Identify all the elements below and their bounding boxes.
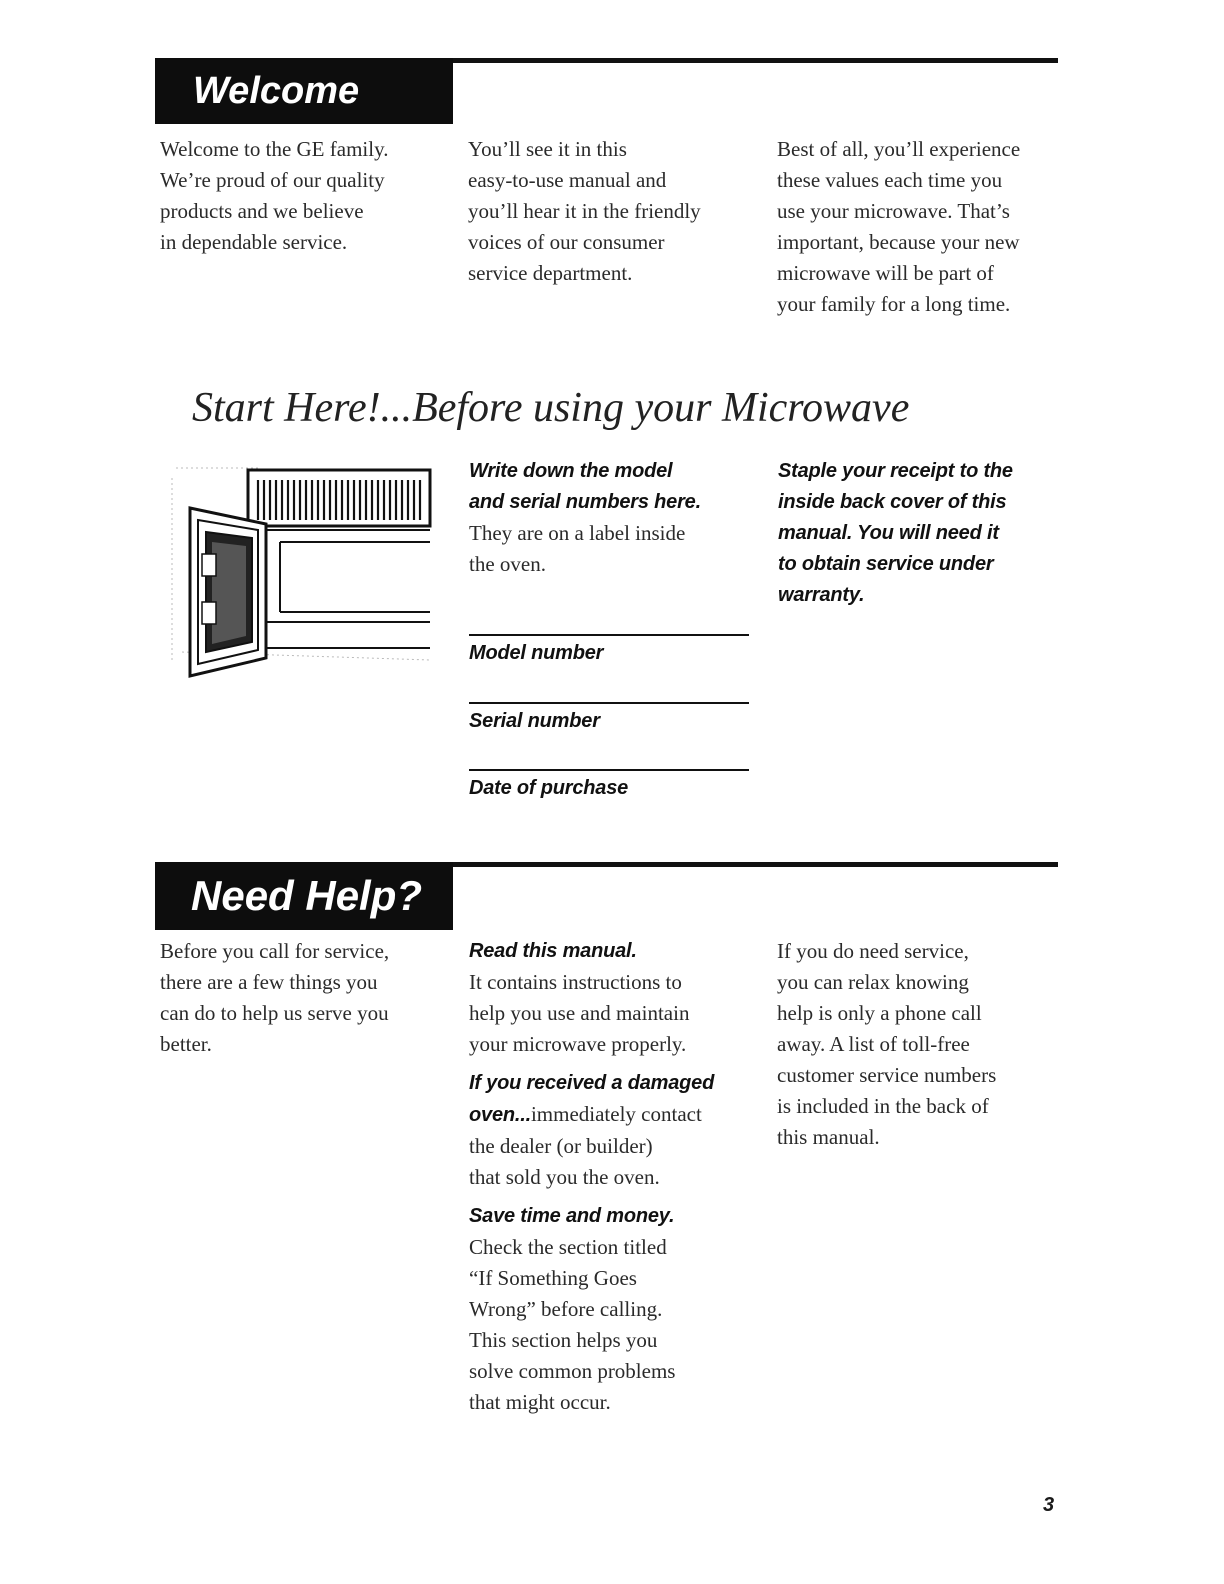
read-manual-heading: Read this manual. (469, 940, 637, 962)
read-manual-line: help you use and maintain (469, 1001, 690, 1025)
help-col1-line: Before you call for service, (160, 939, 390, 963)
damaged-first-line (469, 1099, 769, 1131)
save-time-line: “If Something Goes (469, 1266, 637, 1290)
save-time-line: Wrong” before calling. (469, 1297, 663, 1321)
help-col-2 (469, 936, 769, 1418)
read-manual-line: your microwave properly. (469, 1032, 687, 1056)
staple-line: warranty. (778, 584, 865, 606)
help-col3-line: help is only a phone call (777, 1001, 982, 1025)
serial-number-field[interactable] (469, 702, 749, 737)
staple-line: manual. You will need it (778, 522, 999, 544)
welcome-col2-line: voices of our consumer (468, 230, 665, 254)
help-col3-line: customer service numbers (777, 1063, 997, 1087)
damaged-heading: If you received a damaged (469, 1072, 715, 1094)
welcome-col1-line: We’re proud of our quality (160, 168, 385, 192)
welcome-col3-line: use your microwave. That’s (777, 199, 1010, 223)
save-time-line: This section helps you (469, 1328, 658, 1352)
staple-receipt-block (778, 456, 1068, 611)
welcome-col-3 (777, 134, 1067, 320)
help-banner (155, 862, 453, 930)
damaged-heading-cont: oven... (469, 1104, 531, 1126)
welcome-banner (155, 58, 453, 124)
write-down-heading-line: and serial numbers here. (469, 491, 701, 513)
welcome-col2-line: you’ll hear it in the friendly (468, 199, 701, 223)
microwave-illustration (168, 462, 434, 684)
help-col3-line: this manual. (777, 1125, 880, 1149)
damaged-line: that sold you the oven. (469, 1165, 660, 1189)
model-number-label: Model number (469, 642, 604, 664)
help-col1-line: can do to help us serve you (160, 1001, 389, 1025)
damaged-body-start: immediately contact (530, 1102, 702, 1126)
save-time-heading: Save time and money. (469, 1205, 675, 1227)
welcome-col-1 (160, 134, 450, 258)
help-banner-title: Need Help? (191, 872, 423, 919)
date-of-purchase-label: Date of purchase (469, 777, 629, 799)
welcome-col3-line: these values each time you (777, 168, 1003, 192)
model-number-field[interactable] (469, 634, 749, 669)
welcome-col3-line: your family for a long time. (777, 292, 1011, 316)
page-number: 3 (1043, 1494, 1055, 1516)
help-col1-line: there are a few things you (160, 970, 378, 994)
read-manual-line: It contains instructions to (469, 970, 682, 994)
help-col3-line: is included in the back of (777, 1094, 989, 1118)
welcome-col2-line: easy-to-use manual and (468, 168, 667, 192)
help-col3-line: away. A list of toll-free (777, 1032, 970, 1056)
damaged-line: the dealer (or builder) (469, 1134, 653, 1158)
help-col-3 (777, 936, 1067, 1153)
write-down-heading-line: Write down the model (469, 460, 673, 482)
help-col3-line: If you do need service, (777, 939, 969, 963)
welcome-col-2 (468, 134, 758, 289)
staple-line: inside back cover of this (778, 491, 1007, 513)
welcome-banner-title: Welcome (193, 69, 360, 112)
help-col1-line: better. (160, 1032, 212, 1056)
staple-line: to obtain service under (778, 553, 994, 575)
welcome-col1-line: in dependable service. (160, 230, 348, 254)
welcome-col1-line: products and we believe (160, 199, 364, 223)
help-col3-line: you can relax knowing (777, 970, 969, 994)
staple-line: Staple your receipt to the (778, 460, 1013, 482)
welcome-col3-line: important, because your new (777, 230, 1020, 254)
welcome-col1-line: Welcome to the GE family. (160, 137, 389, 161)
welcome-col2-line: You’ll see it in this (468, 137, 627, 161)
save-time-line: solve common problems (469, 1359, 676, 1383)
help-col-1 (160, 936, 450, 1060)
date-of-purchase-field[interactable] (469, 769, 749, 804)
write-down-block (469, 456, 759, 580)
write-down-body-line: They are on a label inside (469, 521, 686, 545)
write-down-body-line: the oven. (469, 552, 546, 576)
serial-number-label: Serial number (469, 710, 600, 732)
welcome-col2-line: service department. (468, 261, 633, 285)
start-here-title: Start Here!...Before using your Microwave (192, 385, 910, 431)
save-time-line: that might occur. (469, 1390, 611, 1414)
welcome-col3-line: microwave will be part of (777, 261, 994, 285)
save-time-line: Check the section titled (469, 1235, 667, 1259)
welcome-col3-line: Best of all, you’ll experience (777, 137, 1021, 161)
